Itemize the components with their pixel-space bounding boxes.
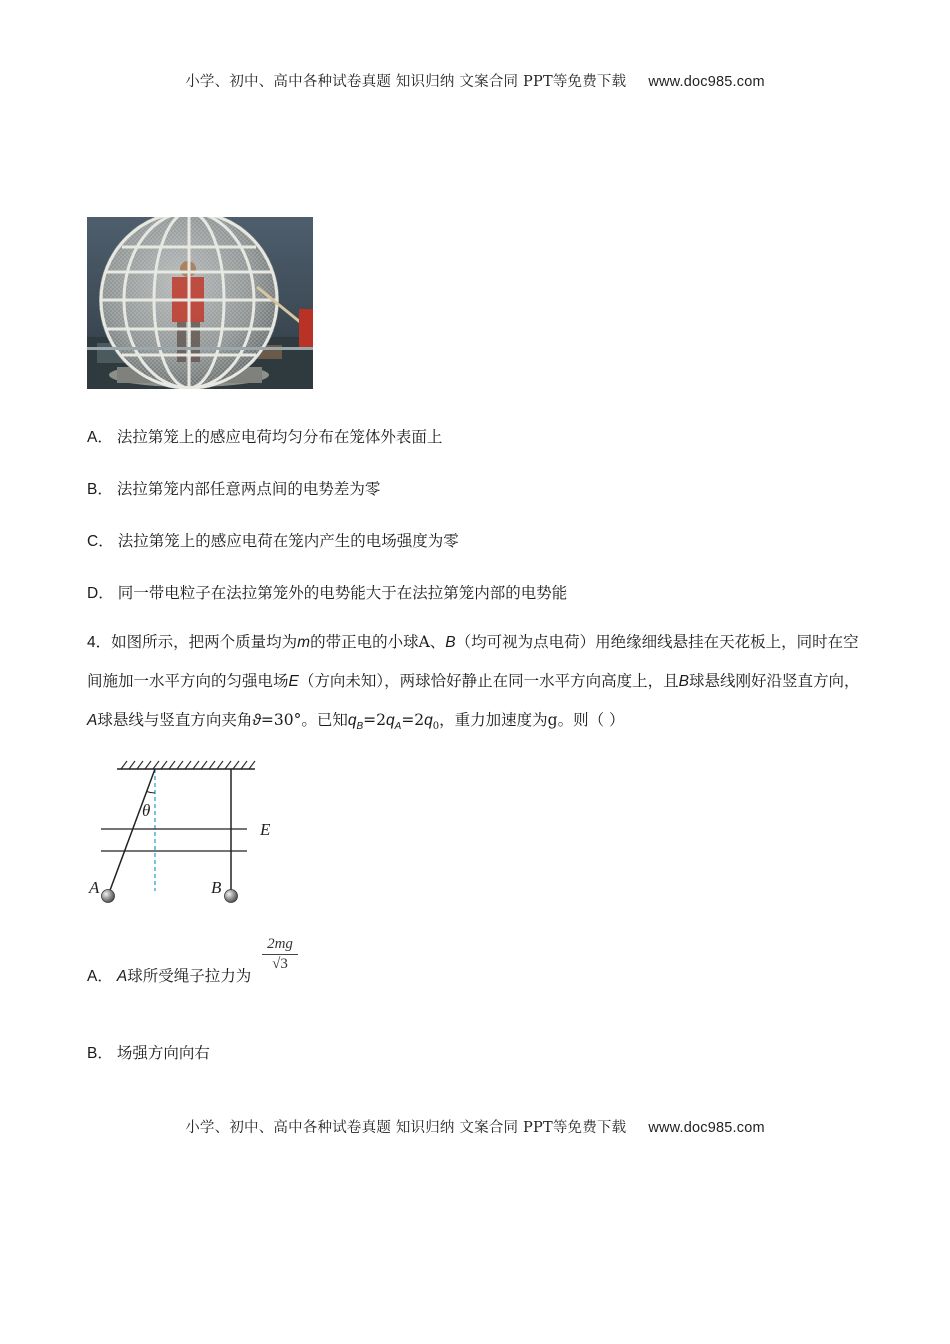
- theta-label: θ: [142, 801, 151, 820]
- fraction-numerator: 2mg: [267, 936, 293, 952]
- string-a: [109, 769, 155, 893]
- q3-option-a: A． 法拉第笼上的感应电荷均匀分布在笼体外表面上: [87, 428, 443, 446]
- q3-option-d: D． 同一带电粒子在法拉第笼外的电势能大于在法拉第笼内部的电势能: [87, 584, 568, 602]
- q4-stem: 4．如图所示，把两个质量均为m的带正电的小球A、B（均可视为点电荷）用绝缘细线悬挂在天花板上，同时在空间施加一水平方向的匀强电场E（方向未知），两球恰好静止在同一水平方向高度上，且B球悬线刚好沿竖直方向，A球悬线与竖直方向夹角ϑ=30°。已知$q_B=2q_A=2q_0$，重力加速度为g。则（ ）: [87, 633, 860, 733]
- page-header: [0, 70, 950, 91]
- q3-option-b: B． 法拉第笼内部任意两点间的电势差为零: [87, 480, 381, 498]
- header-site-link[interactable]: www.doc985.com: [648, 74, 765, 90]
- b-label: B: [211, 878, 222, 897]
- fraction-bar: [262, 954, 298, 955]
- header-text: 小学、初中、高中各种试卷真题 知识归纳 文案合同 PPT等免费下载: [185, 74, 627, 90]
- q3-option-c: C． 法拉第笼上的感应电荷在笼内产生的电场强度为零: [87, 532, 459, 550]
- footer-site-link[interactable]: www.doc985.com: [648, 1120, 765, 1136]
- page-footer: [0, 1116, 950, 1137]
- ball-a: [102, 890, 115, 903]
- q4-option-a: A． A球所受绳子拉力为: [87, 967, 252, 985]
- footer-text: 小学、初中、高中各种试卷真题 知识归纳 文案合同 PPT等免费下载: [185, 1120, 627, 1136]
- angle-arc: [146, 791, 155, 793]
- fraction-denominator: √3: [272, 956, 288, 972]
- pendulum-diagram: [87, 755, 287, 914]
- ceiling-hatch: [121, 761, 255, 769]
- e-label: E: [260, 820, 271, 839]
- faraday-cage-photo: [87, 217, 313, 389]
- a-label: A: [89, 878, 100, 897]
- ball-b: [225, 890, 238, 903]
- tension-fraction: [262, 936, 298, 973]
- q4-option-b: B． 场强方向向右: [87, 1044, 210, 1062]
